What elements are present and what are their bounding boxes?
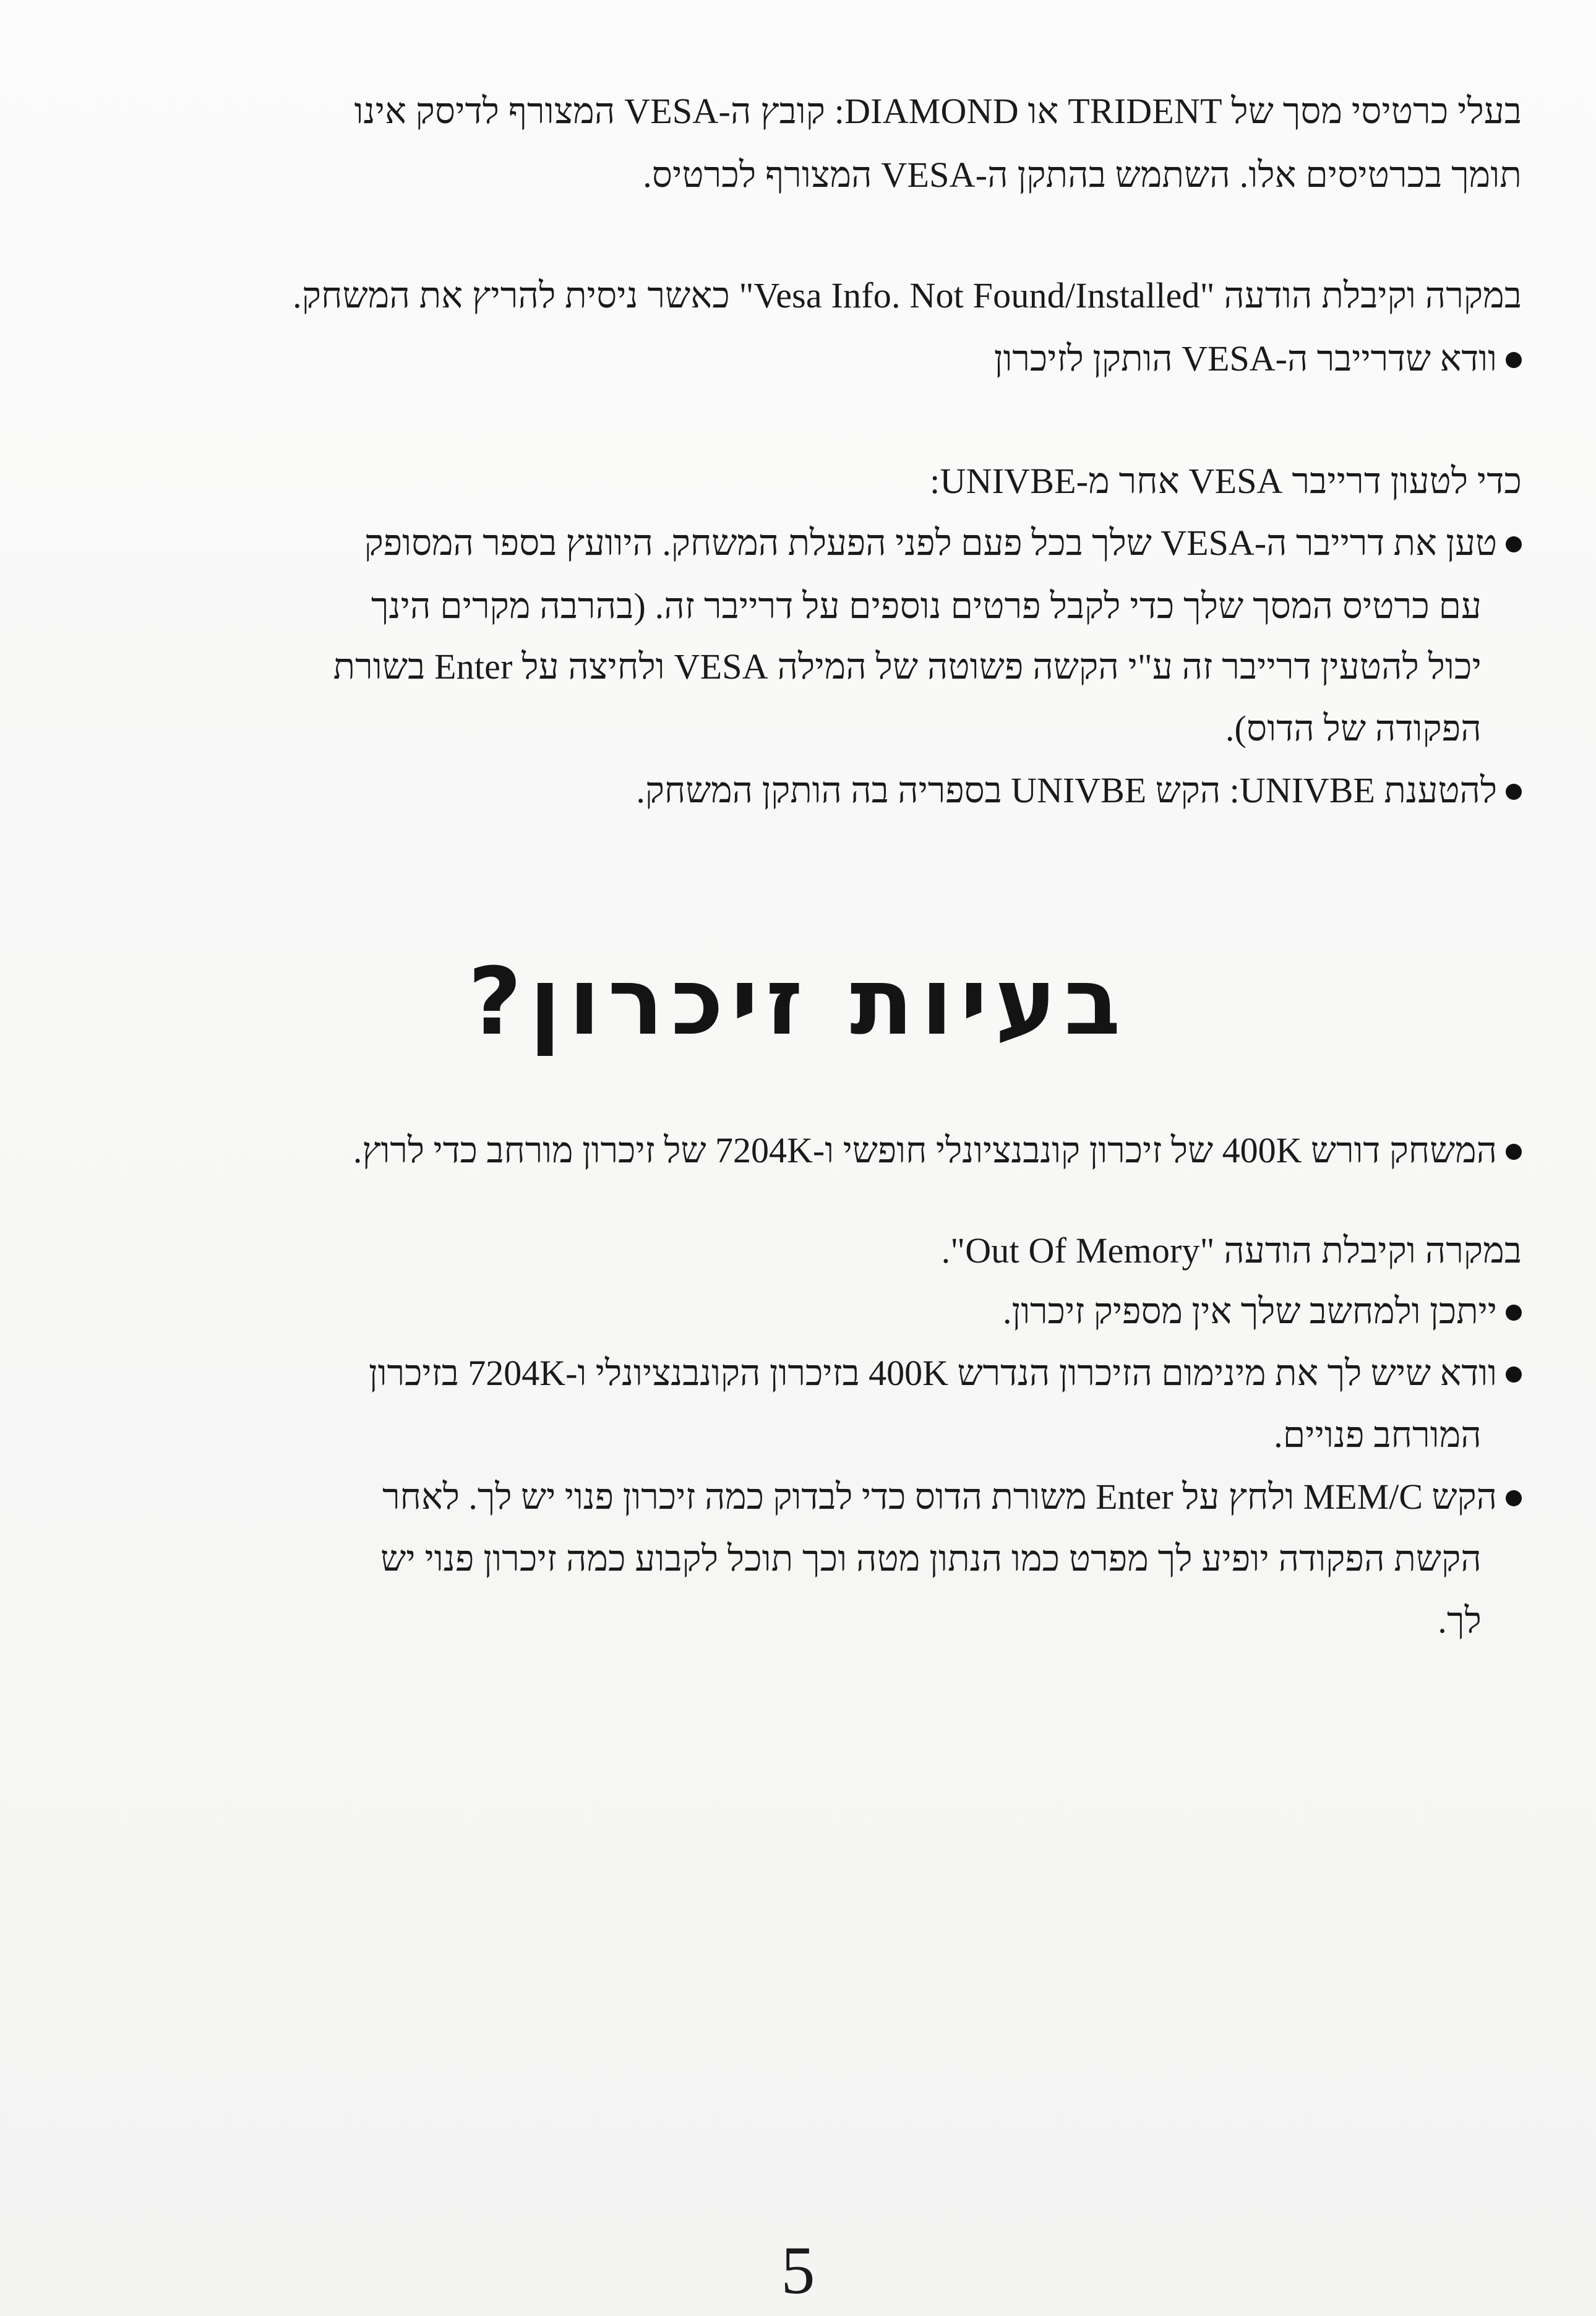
minimum-memory-text-line-2: המורחב פנויים. xyxy=(1274,1415,1482,1455)
vesa-check-text: וודא שדרייבר ה-VESA הותקן לזיכרון xyxy=(993,338,1497,379)
mem-command-text-line-2: הקשת הפקודה יופיע לך מפרט כמו הנתון מטה וכך תוכל לקבוע כמה זיכרון פנוי יש xyxy=(380,1538,1482,1579)
trident-diamond-note-line-1: בעלי כרטיסי מסך של TRIDENT או DIAMOND: קובץ ה-VESA המצורף לדיסק אינו xyxy=(354,91,1522,131)
load-vesa-text-line-1: טען את דרייבר ה-VESA שלך בכל פעם לפני הפעלת המשחק. היוועץ בספר המסופק xyxy=(364,523,1497,563)
not-enough-memory-bullet xyxy=(1003,1287,1522,1336)
univbe-bullet xyxy=(636,766,1522,815)
minimum-memory-bullet xyxy=(369,1349,1522,1398)
other-vesa-driver-intro: כדי לטעון דרייבר VESA אחר מ-UNIVBE: xyxy=(930,461,1522,501)
memory-problems-heading: בעיות זיכרון? xyxy=(468,948,1128,1056)
vesa-check-bullet xyxy=(994,334,1522,384)
bullet-icon xyxy=(1506,784,1522,800)
bullet-icon xyxy=(1506,536,1522,552)
not-enough-memory-text: ייתכן ולמחשב שלך אין מספיק זיכרון. xyxy=(1003,1291,1497,1331)
minimum-memory-text-line-1: וודא שיש לך את מינימום הזיכרון הנדרש 400K בזיכרון הקונבנציונלי ו-7204K בזיכרון xyxy=(368,1353,1497,1393)
load-vesa-text-line-2: עם כרטיס המסך שלך כדי לקבל פרטים נוספים על דרייבר זה. (בהרבה מקרים הינך xyxy=(371,586,1482,626)
bullet-icon xyxy=(1506,1490,1522,1506)
bullet-icon xyxy=(1506,352,1522,368)
vesa-not-found-intro: במקרה וקיבלת הודעה "Vesa Info. Not Found/Installed" כאשר ניסית להריץ את המשחק. xyxy=(293,275,1522,315)
bullet-icon xyxy=(1506,1305,1522,1321)
bullet-icon xyxy=(1506,1366,1522,1383)
load-vesa-text-line-3: יכול להטעין דרייבר זה ע"י הקשה פשוטה של המילה VESA ולחיצה על Enter בשורת xyxy=(333,646,1482,687)
memory-requirement-bullet xyxy=(353,1126,1522,1175)
load-vesa-text-line-4: הפקודה של הדוס). xyxy=(1225,708,1482,748)
trident-diamond-note-line-2: תומך בכרטיסים אלו. השתמש בהתקן ה-VESA המצורף לכרטיס. xyxy=(643,155,1522,195)
univbe-text: להטענת UNIVBE: הקש UNIVBE בספריה בה הותקן המשחק. xyxy=(636,770,1497,810)
load-vesa-bullet xyxy=(364,518,1522,568)
bullet-icon xyxy=(1506,1144,1522,1160)
mem-command-text-line-1: הקש MEM/C ולחץ על Enter משורת הדוס כדי לבדוק כמה זיכרון פנוי יש לך. לאחר xyxy=(382,1477,1497,1517)
mem-command-text-line-3: לך. xyxy=(1438,1600,1482,1640)
page-number: 5 xyxy=(781,2232,815,2308)
mem-command-bullet xyxy=(382,1472,1522,1522)
memory-requirement-text: המשחק דורש 400K של זיכרון קונבנציונלי חופשי ו-7204K של זיכרון מורחב כדי לרוץ. xyxy=(353,1130,1497,1170)
out-of-memory-intro: במקרה וקיבלת הודעה "Out Of Memory". xyxy=(941,1230,1522,1271)
